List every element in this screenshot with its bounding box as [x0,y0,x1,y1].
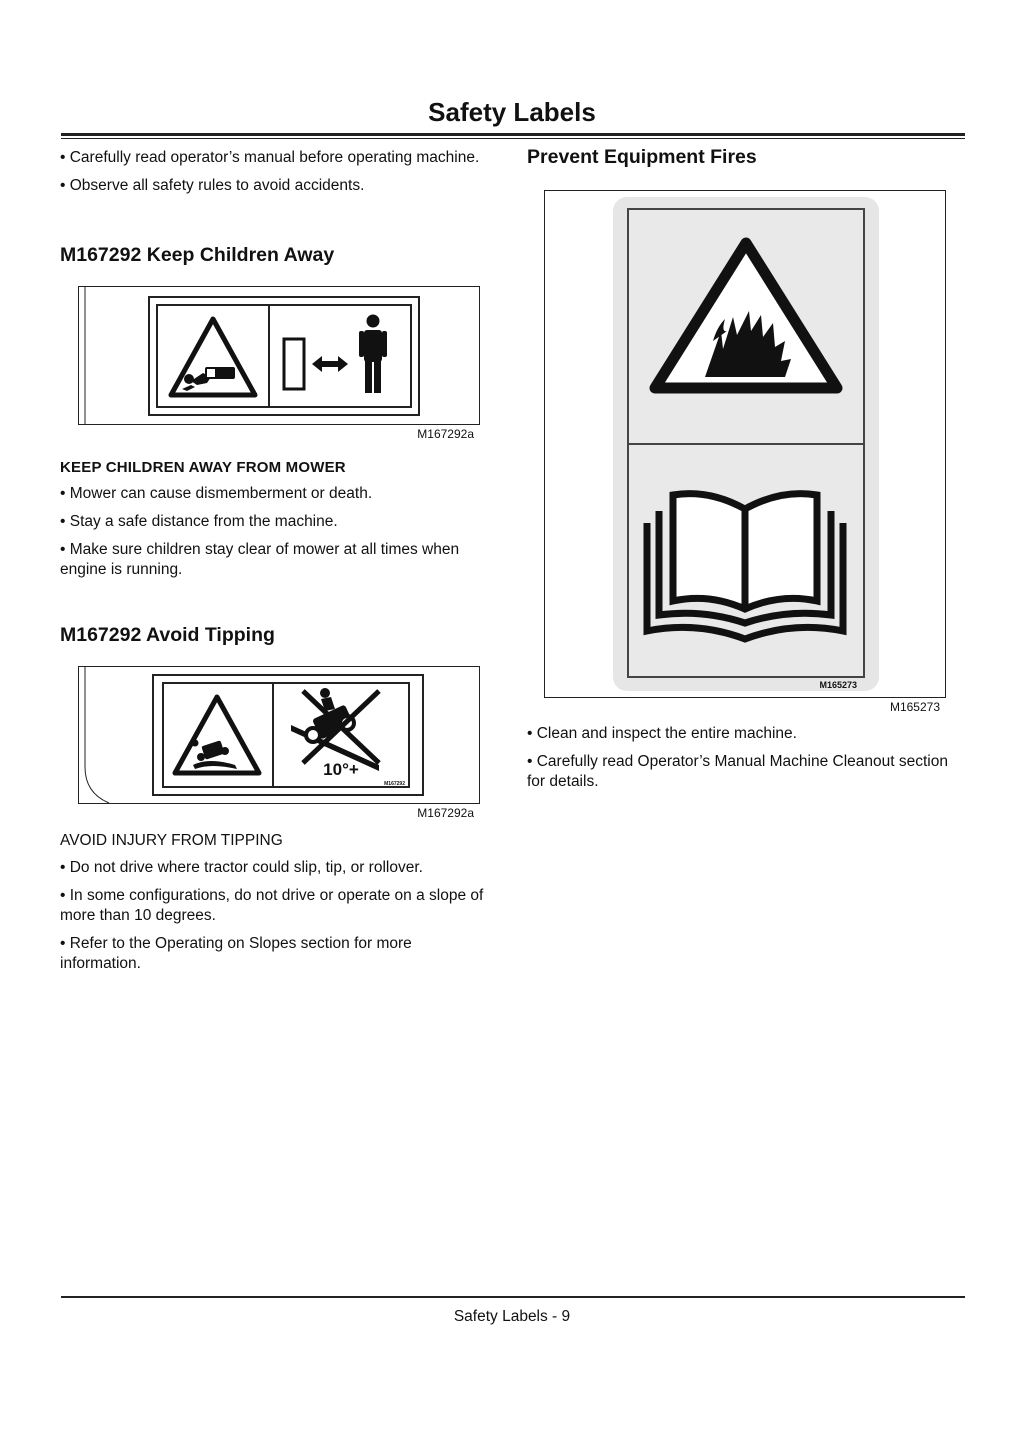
page-footer: Safety Labels - 9 [453,1308,571,1325]
footer-rule [61,1296,965,1298]
section-heading-prevent-fires: Prevent Equipment Fires [527,146,757,168]
figure-caption: M167292a [417,806,474,820]
decal-part-code: M167292 [384,781,405,787]
section-heading-avoid-tipping: M167292 Avoid Tipping [60,624,275,646]
bullet-item: • Carefully read Operator’s Manual Machine Cleanout section for details. [527,753,948,790]
figure-caption: M165273 [889,700,940,714]
intro-bullet: • Carefully read operator’s manual before operating machine. [60,149,480,166]
label-figure-avoid-tipping [78,666,480,820]
header-rule [61,133,965,136]
right-column [527,146,957,800]
subheading-avoid-tipping: AVOID INJURY FROM TIPPING [60,832,283,849]
subheading-keep-children-away: KEEP CHILDREN AWAY FROM MOWER [60,459,346,476]
safety-label-decal [544,190,946,698]
bullet-item: • Stay a safe distance from the machine. [60,513,338,530]
bullet-item: • Make sure children stay clear of mower at all times when engine is running. [60,541,460,578]
intro-bullet: • Observe all safety rules to avoid accidents. [60,177,365,194]
label-figure-keep-children-away [78,286,480,441]
section-heading-keep-children-away: M167292 Keep Children Away [60,244,335,266]
bullet-item: • Refer to the Operating on Slopes section for more information. [60,935,412,972]
label-figure-prevent-fires [544,190,946,714]
safety-label-decal [78,286,480,425]
left-column [60,148,496,982]
bullet-item: • Mower can cause dismemberment or death. [60,485,373,502]
decal-part-code: M165273 [819,680,857,690]
bullet-item: • In some configurations, do not drive or operate on a slope of more than 10 degrees. [60,887,484,924]
page-title: Safety Labels [428,97,596,127]
bullet-item: • Clean and inspect the entire machine. [527,725,797,742]
slope-degree-text: 10°+ [323,760,359,779]
header-rule-thin [61,138,965,139]
safety-label-decal [78,666,480,804]
bullet-item: • Do not drive where tractor could slip, tip, or rollover. [60,859,423,876]
figure-caption: M167292a [417,427,474,441]
